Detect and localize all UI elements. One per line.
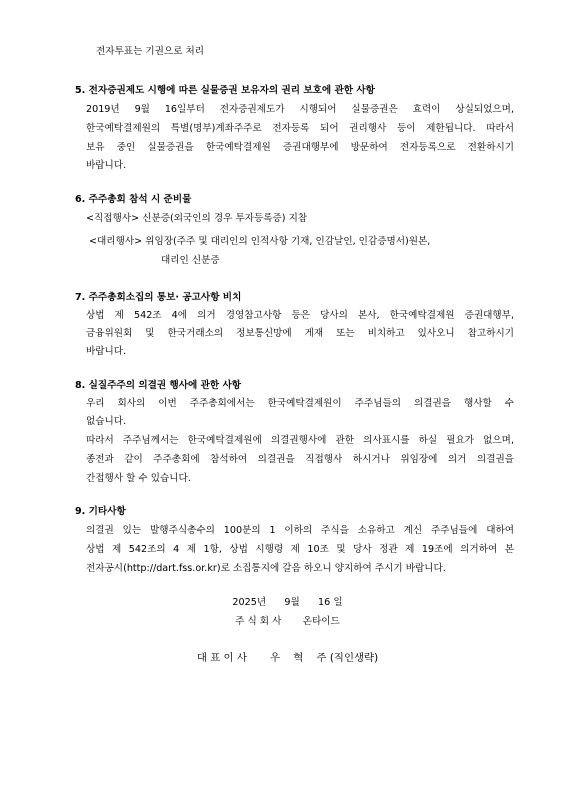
direct-exercise-line: <직접행사> 신분증(외국인의 경우 투자등록증) 지참 <box>86 213 308 224</box>
section-8-line-1: 우리 회사의 이번 주주총회에서는 한국예탁결제원이 주주님들의 의결권을 행사할 수 <box>86 398 514 409</box>
representative-signature: 대 표 이 사 우 혁 주 (직인생략) <box>196 652 379 664</box>
section-7-heading: 7. 주주총회소집의 통보· 공고사항 비치 <box>75 292 242 303</box>
proxy-id-line: 대리인 신분증 <box>161 255 220 266</box>
section-7-line-2: 금융위원회 및 한국거래소의 정보통신망에 게재 또는 비치하고 있사오니 참고하시기 <box>86 328 514 339</box>
section-5-line-1: 2019년 9월 16일부터 전자증권제도가 시행되어 실물증권은 효력이 상실되었으며, <box>86 104 514 115</box>
proxy-exercise-line: <대리행사> 위임장(주주 및 대리인의 인적사항 기재, 인감날인, 인감증명서)원본, <box>89 236 431 247</box>
section-5-line-4: 바랍니다. <box>86 160 127 171</box>
company-name: 주 식 회 사 온타이드 <box>235 616 340 627</box>
section-7-line-1: 상법 제 542조 4에 의거 경영참고사항 등은 당사의 본사, 한국예탁결제원 증권대행부, <box>86 310 514 321</box>
section-5-heading: 5. 전자증권제도 시행에 따른 실물증권 보유자의 권리 보호에 관한 사항 <box>75 85 375 96</box>
notice-date: 2025년 9월 16 일 <box>232 597 343 608</box>
section-6-heading: 6. 주주총회 참석 시 준비물 <box>75 194 192 205</box>
section-8-line-3: 따라서 주주님께서는 한국예탁결제원에 의결권행사에 관한 의사표시를 하실 필요가 없으며, <box>86 435 514 446</box>
section-8-heading: 8. 실질주주의 의결권 행사에 관한 사항 <box>75 380 242 391</box>
section-9-line-2: 상법 제 542조의 4 제 1항, 상법 시행령 제 10조 및 당사 정관 제 19조에 의거하여 본 <box>86 544 514 555</box>
section-8-line-5: 간접행사 할 수 있습니다. <box>86 473 191 484</box>
section-5-line-3: 보유 중인 실물증권을 한국예탁결제원 증권대행부에 방문하여 전자등록으로 전환하시기 <box>86 142 514 153</box>
section-7-line-3: 바랍니다. <box>86 346 127 357</box>
electronic-vote-note: 전자투표는 기권으로 처리 <box>96 46 205 57</box>
section-5-line-2: 한국예탁결제원의 특별(명부)계좌주주로 전자등록 되어 권리행사 등이 제한됩니다. 따라서 <box>86 123 514 134</box>
section-8-line-2: 없습니다. <box>86 416 127 427</box>
section-9-line-3: 전자공시(http://dart.fss.or.kr)로 소집통지에 갈음 하오니 양지하여 주시기 바랍니다. <box>86 563 446 574</box>
section-9-heading: 9. 기타사항 <box>75 506 126 517</box>
section-8-line-4: 종전과 같이 주주총회에 참석하여 의결권을 직접행사 하시거나 위임장에 의거 의결권을 <box>86 454 514 465</box>
section-9-line-1: 의결권 있는 발행주식총수의 100분의 1 이하의 주식을 소유하고 계신 주주님들에 대하여 <box>86 525 514 536</box>
